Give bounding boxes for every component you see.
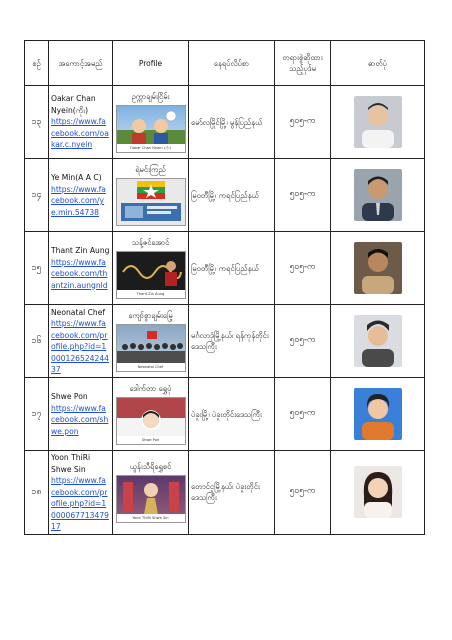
account-cell [49,451,113,535]
row-number: ၁၄ [25,159,49,232]
account-link[interactable]: https://www.facebook.com/thantzin.aungnld [51,257,108,290]
profile-caption: Yoon ThiRi Shwe Sin [117,514,185,522]
row-number: ၁၇ [25,378,49,451]
account-link[interactable]: https://www.facebook.com/ye.min.54738 [51,184,106,217]
profile-cell [113,86,189,159]
profile-thumbnail [116,251,186,299]
profile-title: ယွန်းသီရိရွှေစင် [129,461,172,471]
account-name: Yoon ThiRi Shwe Sin [51,453,91,474]
address-cell: မော်လမြိုင်မြို့၊ မွန်ပြည်နယ် [189,86,275,159]
person-photo [354,96,402,148]
address-cell: မြဝတီမြို့၊ ကရင်ပြည်နယ် [189,232,275,305]
profile-thumbnail [116,178,186,226]
header-case: တရားစွဲဆိုထား သည့်ပုဒ်မ [275,41,331,86]
account-link[interactable]: https://www.facebook.com/oakar.c.nyein [51,117,109,150]
header-no: စဉ် [25,41,49,86]
profile-cell [113,305,189,378]
profile-cell [113,378,189,451]
profile-caption: Oakar Chan Nyein (ကိုး) [117,144,185,152]
row-number: ၁၆ [25,305,49,378]
account-link[interactable]: https://www.facebook.com/shwe.pon [51,403,109,436]
table-row [25,305,425,378]
row-number: ၁၅ [25,232,49,305]
row-number: ၁၃ [25,86,49,159]
account-cell [49,305,113,378]
header-profile: Profile [113,41,189,86]
case-cell: ၅၀၅-က [275,159,331,232]
person-photo [354,388,402,440]
case-cell: ၅၀၅-က [275,378,331,451]
profile-thumbnail [116,397,186,445]
table-row [25,159,425,232]
profile-thumbnail [116,324,186,372]
address-cell: တောင်ငူမြို့နယ်၊ ပဲခူးတိုင်းဒေသကြီး [189,451,275,535]
profile-title: သန့်ဇင်အောင် [131,237,170,247]
header-account: အကောင့်အမည် [49,41,113,86]
photo-cell [331,305,425,378]
profile-title: ကျော်စွာချမ်းမြေ့ [128,310,173,320]
header-photo: ဓာတ်ပုံ [331,41,425,86]
account-cell [49,159,113,232]
table-row [25,451,425,535]
profile-thumbnail [116,475,186,523]
account-name: Ye Min(A A C) [51,173,102,182]
profile-caption: Neonatal Chef [117,363,185,371]
profile-caption: Thant Zin Aung [117,290,185,298]
case-cell: ၅၀၅-က [275,232,331,305]
address-cell: ပဲခူးမြို့၊ ပဲခူးတိုင်းဒေသကြီး [189,378,275,451]
profile-title: ရဲမင်းကြည် [135,164,166,174]
profile-cell [113,232,189,305]
person-photo [354,169,402,221]
photo-cell [331,232,425,305]
person-photo [354,242,402,294]
account-cell [49,232,113,305]
photo-cell [331,451,425,535]
photo-cell [331,378,425,451]
person-photo [354,315,402,367]
table-row [25,378,425,451]
account-cell [49,86,113,159]
profile-thumbnail [116,105,186,153]
person-photo [354,466,402,518]
account-name: Shwe Pon [51,392,88,401]
row-number: ၁၈ [25,451,49,535]
account-name: Thant Zin Aung [51,246,110,255]
account-name: Neonatal Chef [51,307,106,317]
table-row [25,232,425,305]
account-link[interactable]: https://www.facebook.com/profile.php?id=100012652424437 [51,319,109,374]
account-cell [49,378,113,451]
profile-title: ဥက္ကာချမ်းငြိမ်း [131,91,170,101]
photo-cell [331,159,425,232]
account-link[interactable]: https://www.facebook.com/profile.php?id=100006771347917 [51,476,109,531]
case-cell: ၅၀၅-က [275,451,331,535]
photo-cell [331,86,425,159]
account-name: Oakar Chan Nyein(ကိုး) [51,94,96,115]
header-row [25,41,425,86]
profile-caption: Shwe Pon [117,436,185,444]
table-row [25,86,425,159]
case-cell: ၅၀၅-က [275,86,331,159]
address-cell: မင်္ဂလာဒုံမြို့နယ်၊ ရန်ကုန်တိုင်းဒေသကြီး [189,305,275,378]
profile-cell [113,451,189,535]
case-cell: ၅၀၅-က [275,305,331,378]
records-table [24,40,425,535]
profile-title: ဒေါက်တာ ရွှေပုံ [129,383,172,393]
address-cell: မြဝတီမြို့၊ ကရင်ပြည်နယ် [189,159,275,232]
profile-cell [113,159,189,232]
header-address: နေရပ်လိပ်စာ [189,41,275,86]
